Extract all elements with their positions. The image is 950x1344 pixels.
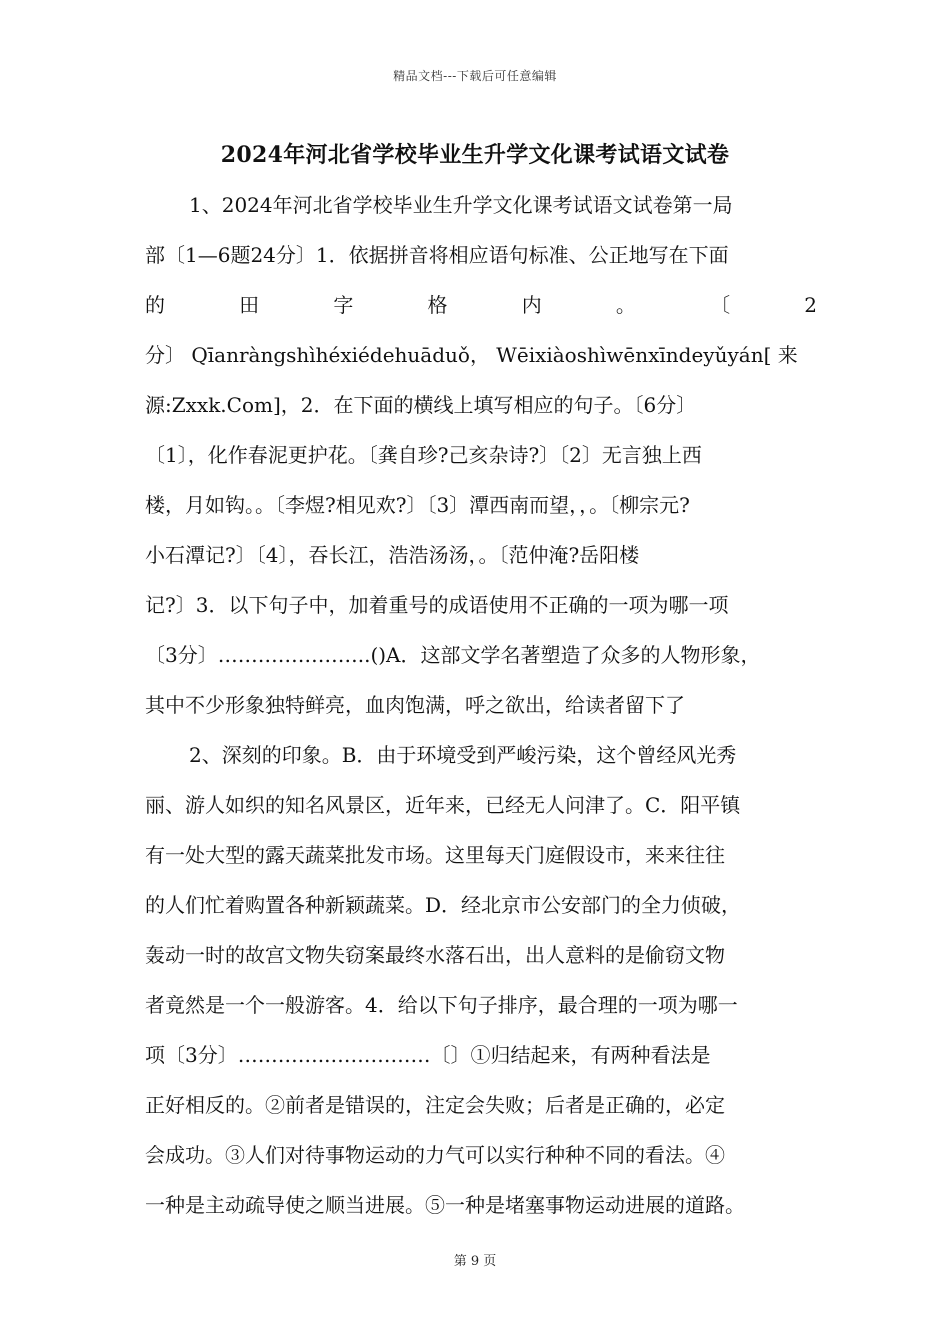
body-line: 项〔3分〕…………..……………〔〕①归结起来，有两种看法是: [145, 1043, 711, 1067]
body-line: 2、深刻的印象。B．由于环境受到严峻污染，这个曾经风光秀: [189, 743, 737, 767]
body-line: 其中不少形象独特鲜亮，血肉饱满，呼之欲出，给读者留下了: [145, 693, 685, 717]
body-line: 分〕 Qīanràngshìhéxiédehuāduǒ， Wēixiàoshìwēnxīndeyǔyán[ 来: [145, 343, 798, 367]
body-line: 〔3分〕…………………..()A．这部文学名著塑造了众多的人物形象，: [145, 643, 761, 667]
body-line: 的人们忙着购置各种新颖蔬菜。D．经北京市公安部门的全力侦破，: [145, 893, 742, 917]
body-line: 的 田 字 格 内 。 〔 2: [145, 293, 817, 317]
body-line: 小石潭记?〕〔4〕，吞长江，浩浩汤汤，。〔范仲淹?岳阳楼: [145, 543, 640, 567]
body-line: 源:Zxxk.Com]，2．在下面的横线上填写相应的句子。〔6分〕: [145, 393, 697, 417]
body-line: 会成功。③人们对待事物运动的力气可以实行种种不同的看法。④: [145, 1143, 725, 1167]
body-line: 楼，月如钩。。〔李煜?相见欢?〕〔3〕潭西南而望，，。〔柳宗元?: [145, 493, 690, 517]
page-number: 第 9 页: [453, 1254, 497, 1269]
header-note: 精品文档---下载后可任意编辑: [393, 69, 557, 83]
body-line: 1、2024年河北省学校毕业生升学文化课考试语文试卷第一局: [189, 193, 733, 217]
body-line: 记?〕3．以下句子中，加着重号的成语使用不正确的一项为哪一项: [145, 593, 729, 617]
body-line: 〔1〕，化作春泥更护花。〔龚自珍?己亥杂诗?〕〔2〕无言独上西: [145, 443, 702, 467]
body-line: 一种是主动疏导使之顺当进展。⑤一种是堵塞事物运动进展的道路。: [145, 1193, 745, 1217]
document-body: [145, 180, 817, 1230]
body-line: 有一处大型的露天蔬菜批发市场。这里每天门庭假设市，来来往往: [145, 843, 725, 867]
body-line: 丽、游人如织的知名风景区，近年来，已经无人问津了。C．阳平镇: [145, 793, 741, 817]
document-title: 2024年河北省学校毕业生升学文化课考试语文试卷: [220, 142, 730, 168]
body-line: 正好相反的。②前者是错误的，注定会失败；后者是正确的，必定: [145, 1093, 725, 1117]
body-line: 部〔1—6题24分〕1．依据拼音将相应语句标准、公正地写在下面: [145, 243, 729, 267]
body-line: 者竟然是一个一般游客。4．给以下句子排序，最合理的一项为哪一: [145, 993, 738, 1017]
body-line: 轰动一时的故宫文物失窃案最终水落石出，出人意料的是偷窃文物: [145, 943, 725, 967]
